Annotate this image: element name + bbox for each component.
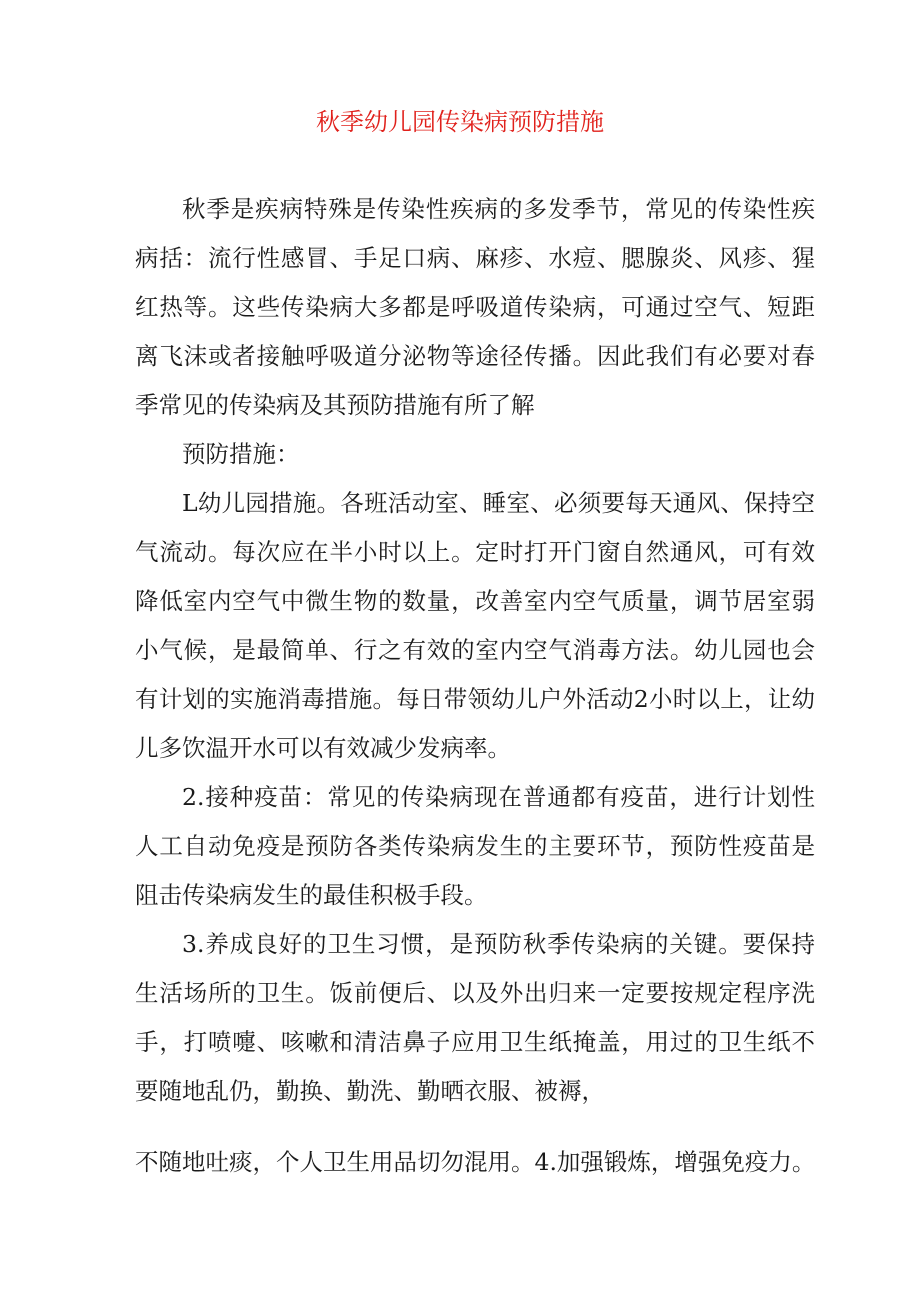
paragraph-closing: 不随地吐痰，个人卫生用品切勿混用。4.加强锻炼，增强免疫力。 — [135, 1148, 816, 1176]
paragraph-intro: 秋季是疾病特殊是传染性疾病的多发季节，常见的传染性疾病括：流行性感冒、手足口病、麻疹、水痘、腮腺炎、风疹、猩红热等。这些传染病大多都是呼吸道传染病，可通过空气、短距离飞沫或者接触呼吸道分泌物等途径传播。因此我们有必要对春季常见的传染病及其预防措施有所了解 — [135, 195, 815, 419]
document-body — [135, 185, 815, 1187]
paragraph-measures-heading: 预防措施： — [182, 440, 300, 468]
document-title: 秋季幼儿园传染病预防措施 — [316, 108, 604, 136]
paragraph-kindergarten-measures: L幼儿园措施。各班活动室、睡室、必须要每天通风、保持空气流动。每次应在半小时以上。定时打开门窗自然通风，可有效降低室内空气中微生物的数量，改善室内空气质量，调节居室弱小气候，是最简单、行之有效的室内空气消毒方法。幼儿园也会有计划的实施消毒措施。每日带领幼儿户外活动2小时以上，让幼儿多饮温开水可以有效减少发病率。 — [135, 489, 815, 762]
paragraph-vaccination: 2.接种疫苗：常见的传染病现在普通都有疫苗，进行计划性人工自动免疫是预防各类传染病发生的主要环节，预防性疫苗是阻击传染病发生的最佳积极手段。 — [135, 783, 815, 909]
paragraph-hygiene: 3.养成良好的卫生习惯，是预防秋季传染病的关键。要保持生活场所的卫生。饭前便后、以及外出归来一定要按规定程序洗手，打喷嚏、咳嗽和清洁鼻子应用卫生纸掩盖，用过的卫生纸不要随地乱仍，勤换、勤洗、勤晒衣服、被褥， — [135, 930, 815, 1105]
